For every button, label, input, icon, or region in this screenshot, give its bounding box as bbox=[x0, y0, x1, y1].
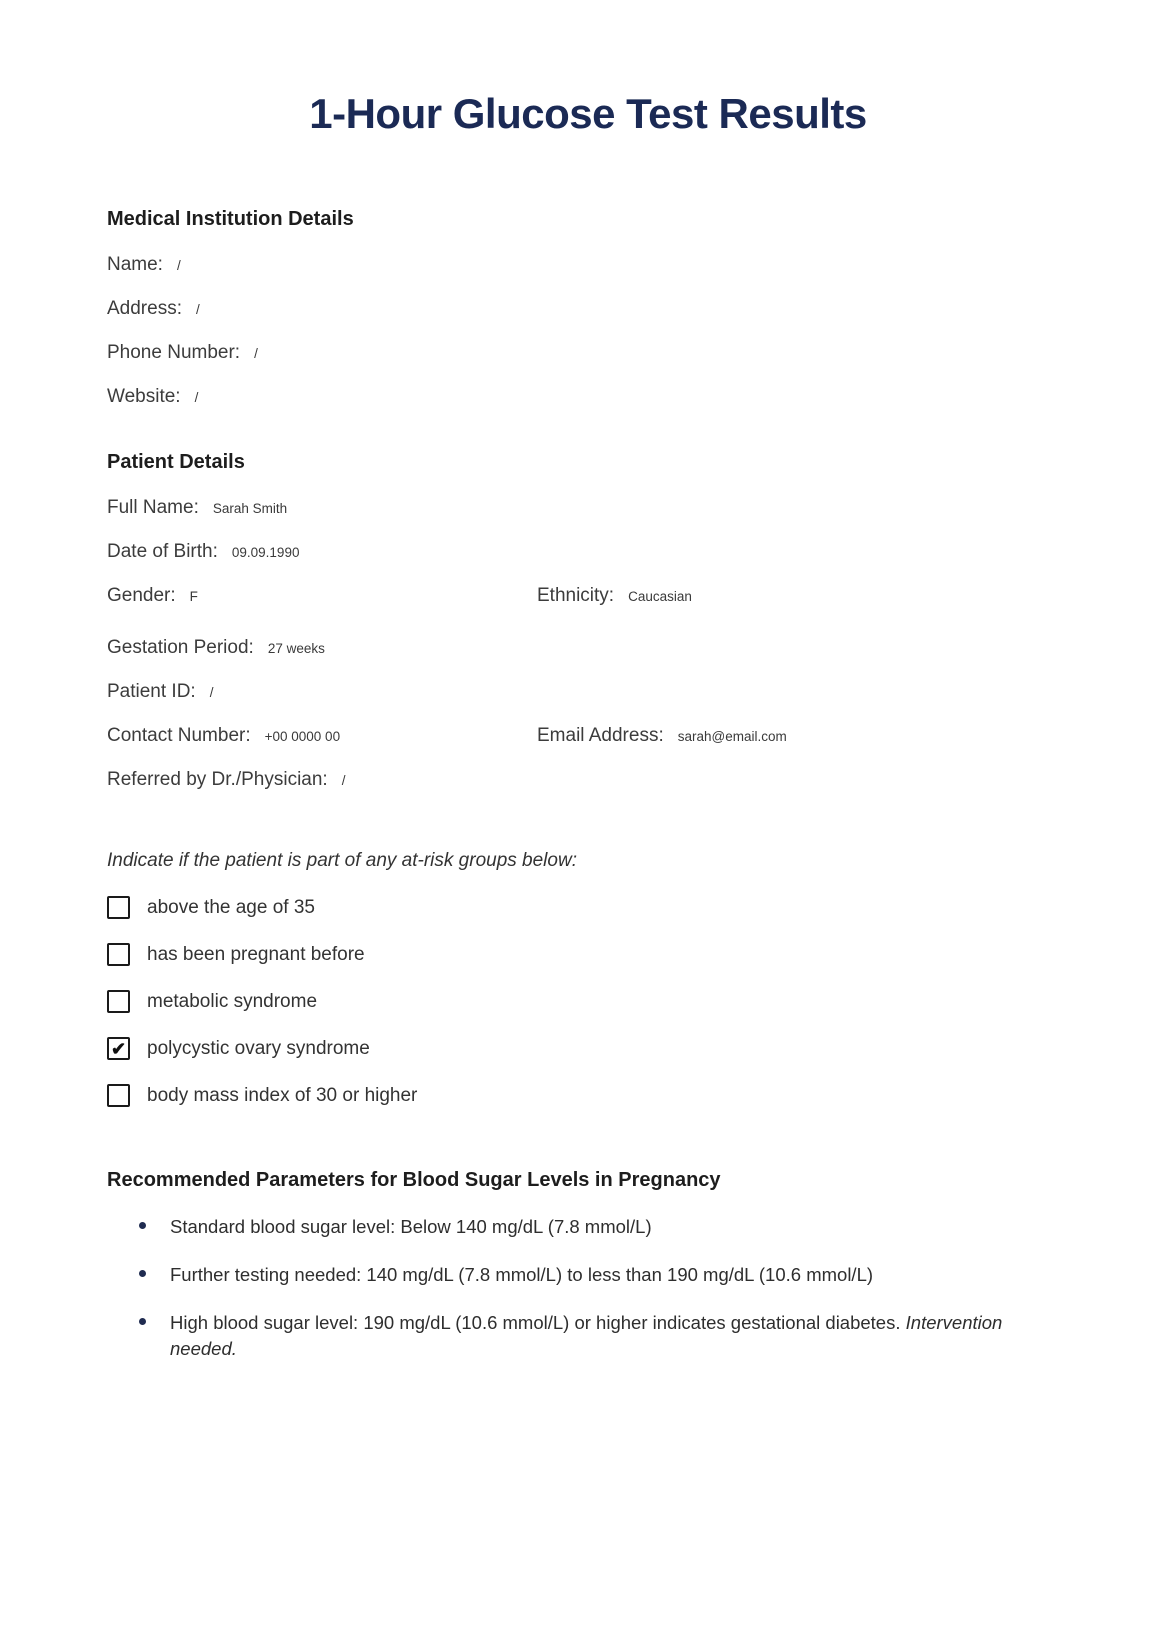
bullet-standard-level bbox=[107, 1214, 1069, 1240]
checkbox-above-35[interactable] bbox=[107, 896, 130, 919]
patient-id-value[interactable]: / bbox=[209, 685, 214, 700]
ethnicity-group bbox=[537, 586, 692, 606]
patient-id-row bbox=[107, 682, 1069, 702]
bullet-further-testing bbox=[107, 1262, 1069, 1288]
checkbox-metabolic-label: metabolic syndrome bbox=[147, 990, 318, 1012]
medical-institution-heading: Medical Institution Details bbox=[107, 208, 354, 230]
institution-address-label: Address: bbox=[107, 298, 182, 319]
risk-row-pcos bbox=[107, 1037, 1069, 1060]
bullet-icon bbox=[139, 1270, 146, 1277]
bullet-further-testing-text: Further testing needed: 140 mg/dL (7.8 mmol/L) to less than 190 mg/dL (10.6 mmol/L) bbox=[170, 1264, 874, 1285]
email-group bbox=[537, 726, 787, 746]
institution-website-row bbox=[107, 387, 1069, 407]
dob-label: Date of Birth: bbox=[107, 541, 218, 562]
contact-number-label: Contact Number: bbox=[107, 725, 251, 746]
gender-ethnicity-row bbox=[107, 586, 1069, 606]
page-title: 1-Hour Glucose Test Results bbox=[309, 90, 867, 137]
bullet-high-level-text: High blood sugar level: 190 mg/dL (10.6 mmol/L) or higher indicates gestational diabetes. Intervention needed. bbox=[170, 1312, 1003, 1359]
gestation-value[interactable]: 27 weeks bbox=[267, 641, 325, 656]
checkbox-bmi-label: body mass index of 30 or higher bbox=[147, 1084, 418, 1106]
gender-group bbox=[107, 586, 537, 606]
email-value[interactable]: sarah@email.com bbox=[677, 729, 787, 744]
checkbox-metabolic[interactable] bbox=[107, 990, 130, 1013]
institution-phone-row bbox=[107, 343, 1069, 363]
contact-number-group bbox=[107, 726, 537, 746]
risk-groups-prompt: Indicate if the patient is part of any at-risk groups below: bbox=[107, 850, 577, 871]
referred-by-row bbox=[107, 770, 1069, 790]
institution-address-value[interactable]: / bbox=[195, 302, 200, 317]
institution-address-row bbox=[107, 299, 1069, 319]
contact-email-row bbox=[107, 726, 1069, 746]
bullet-high-level bbox=[107, 1310, 1069, 1362]
patient-id-label: Patient ID: bbox=[107, 681, 196, 702]
institution-phone-label: Phone Number: bbox=[107, 342, 241, 363]
referred-by-label: Referred by Dr./Physician: bbox=[107, 769, 328, 790]
risk-row-age bbox=[107, 896, 1069, 919]
patient-details-heading: Patient Details bbox=[107, 451, 245, 473]
ethnicity-label: Ethnicity: bbox=[537, 585, 615, 606]
full-name-label: Full Name: bbox=[107, 497, 199, 518]
institution-website-value[interactable]: / bbox=[194, 390, 199, 405]
bullet-high-level-note: Intervention needed. bbox=[170, 1312, 1003, 1359]
institution-website-label: Website: bbox=[107, 386, 181, 407]
institution-name-value[interactable]: / bbox=[176, 258, 181, 273]
checkbox-pcos-label: polycystic ovary syndrome bbox=[147, 1037, 370, 1059]
dob-row bbox=[107, 542, 1069, 562]
gestation-label: Gestation Period: bbox=[107, 637, 254, 658]
institution-phone-value[interactable]: / bbox=[254, 346, 258, 361]
ethnicity-value[interactable]: Caucasian bbox=[628, 589, 692, 604]
checkbox-bmi[interactable] bbox=[107, 1084, 130, 1107]
email-label: Email Address: bbox=[537, 725, 664, 746]
institution-name-row bbox=[107, 255, 1069, 275]
risk-row-pregnant-before bbox=[107, 943, 1069, 966]
recommended-parameters-heading: Recommended Parameters for Blood Sugar Levels in Pregnancy bbox=[107, 1169, 721, 1191]
bullet-standard-level-text: Standard blood sugar level: Below 140 mg/dL (7.8 mmol/L) bbox=[170, 1216, 652, 1237]
risk-row-bmi bbox=[107, 1084, 1069, 1107]
bullet-icon bbox=[139, 1222, 146, 1229]
institution-name-label: Name: bbox=[107, 254, 163, 275]
bullet-icon bbox=[139, 1318, 146, 1325]
dob-value[interactable]: 09.09.1990 bbox=[231, 545, 300, 560]
checkbox-pregnant-before[interactable] bbox=[107, 943, 130, 966]
referred-by-value[interactable]: / bbox=[341, 773, 346, 788]
gender-label: Gender: bbox=[107, 585, 176, 606]
full-name-row bbox=[107, 498, 1069, 518]
risk-row-metabolic bbox=[107, 990, 1069, 1013]
checkbox-above-35-label: above the age of 35 bbox=[147, 896, 315, 918]
full-name-value[interactable]: Sarah Smith bbox=[212, 501, 288, 516]
gestation-row bbox=[107, 638, 1069, 658]
gender-value[interactable]: F bbox=[189, 589, 198, 604]
checkbox-pregnant-before-label: has been pregnant before bbox=[147, 943, 365, 965]
contact-number-value[interactable]: +00 0000 00 bbox=[264, 729, 341, 744]
checkbox-pcos[interactable]: ✔ bbox=[107, 1037, 130, 1060]
